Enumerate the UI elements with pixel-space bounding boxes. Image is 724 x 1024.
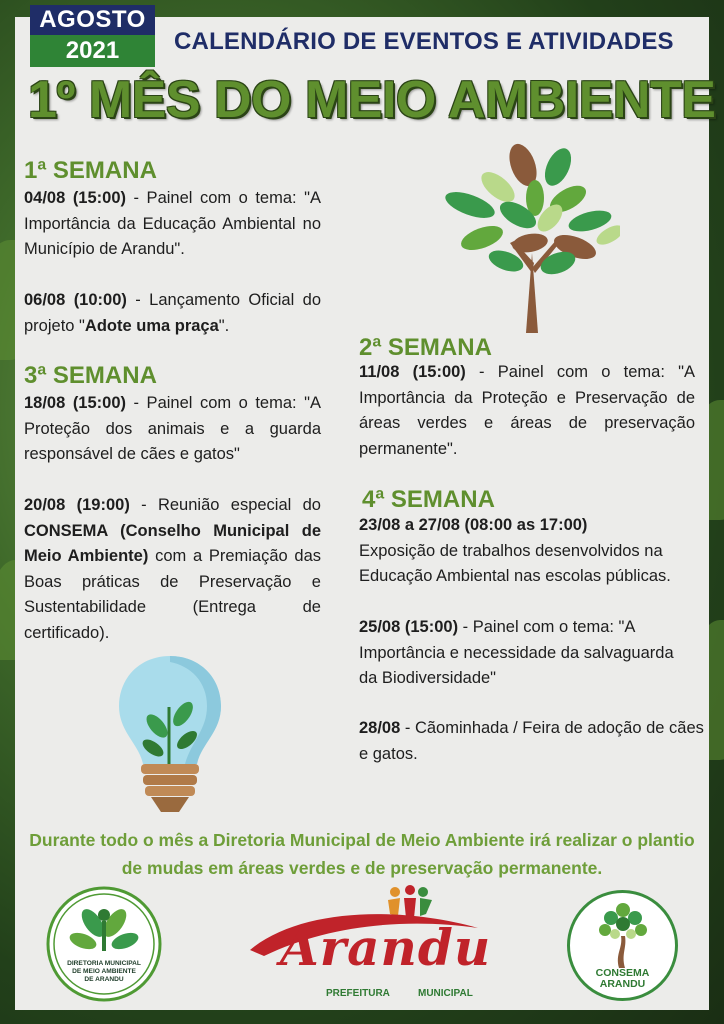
- event-date: 18/08 (15:00): [24, 394, 127, 412]
- week-2-event-1: [359, 360, 695, 462]
- event-date: 23/08 a 27/08 (08:00 as 17:00): [359, 516, 588, 534]
- event-text: - Painel com o tema: "A Importância da Proteção e Preservação de áreas verdes e áreas de preservação permanente".: [359, 363, 696, 458]
- event-text: - Painel com o tema: "A Importância da Educação Ambiental no Município de Arandu".: [24, 189, 321, 258]
- week-1-event-1: [24, 186, 321, 263]
- event-text: - Painel com o tema: "A Importância e necessidade da salvaguarda da Biodiversidade": [359, 618, 674, 687]
- event-text: - Lançamento Oficial do projeto ": [24, 291, 321, 335]
- week-4-event-2: [359, 615, 695, 692]
- calendar-title: CALENDÁRIO DE EVENTOS E ATIVIDADES: [174, 28, 674, 55]
- diretoria-logo: [45, 885, 163, 1003]
- event-text: - Reunião especial do: [129, 496, 321, 514]
- diretoria-line-3: DE ARANDU: [84, 976, 124, 983]
- prefeitura-label: PREFEITURA: [326, 988, 390, 999]
- event-text: - Cãominhada / Feira de adoção de cães e gatos.: [359, 719, 704, 763]
- event-date: 06/08 (10:00): [24, 291, 127, 309]
- footer-note: Durante todo o mês a Diretoria Municipal de Meio Ambiente irá realizar o plantio de mudas em áreas verdes e de preservação permanente.: [29, 830, 695, 878]
- main-title: 1º MÊS DO MEIO AMBIENTE: [28, 71, 716, 129]
- badge-month: AGOSTO: [30, 5, 155, 35]
- arandu-wordmark: Arandu: [280, 918, 492, 977]
- badge-year: 2021: [30, 35, 155, 67]
- lightbulb-plant-illustration: [115, 652, 225, 817]
- event-highlight: CONSEMA (Conselho Municipal de Meio Ambiente): [24, 521, 321, 565]
- week-3-title: 3ª SEMANA: [24, 362, 157, 389]
- arandu-logo: [240, 884, 492, 1004]
- event-date: 28/08: [359, 719, 401, 737]
- week-1-event-2: [24, 288, 321, 339]
- week-4-event-3: [359, 716, 705, 767]
- event-text: Exposição de trabalhos desenvolvidos na Educação Ambiental nas escolas públicas.: [359, 541, 671, 585]
- week-4-title: 4ª SEMANA: [362, 486, 495, 513]
- event-date: 04/08 (15:00): [24, 189, 127, 207]
- event-date: 11/08 (15:00): [359, 363, 466, 381]
- event-text: ".: [218, 316, 230, 335]
- diretoria-line-2: DE MEIO AMBIENTE: [72, 968, 136, 975]
- diretoria-line-1: DIRETORIA MUNICIPAL: [67, 960, 141, 967]
- date-badge: [30, 5, 155, 67]
- week-3-event-1: [24, 391, 321, 468]
- event-date: 20/08 (19:00): [24, 496, 130, 514]
- event-highlight: Adote uma praça: [84, 316, 219, 335]
- tree-illustration: [440, 143, 620, 338]
- event-date: 25/08 (15:00): [359, 618, 459, 636]
- event-text: com a Premiação das Boas práticas de Preservação e Sustentabilidade (Entrega de certificado).: [24, 547, 322, 642]
- week-3-event-2: [24, 493, 321, 646]
- consema-line-1: CONSEMA: [595, 967, 650, 979]
- week-1-title: 1ª SEMANA: [24, 157, 157, 184]
- week-4-event-1: [359, 513, 705, 590]
- week-2-title: 2ª SEMANA: [359, 334, 492, 361]
- consema-line-2: ARANDU: [599, 978, 646, 990]
- municipal-label: MUNICIPAL: [418, 988, 473, 999]
- consema-logo: [565, 888, 680, 1003]
- event-text: - Painel com o tema: "A Proteção dos animais e a guarda responsável de cães e gatos": [24, 394, 321, 463]
